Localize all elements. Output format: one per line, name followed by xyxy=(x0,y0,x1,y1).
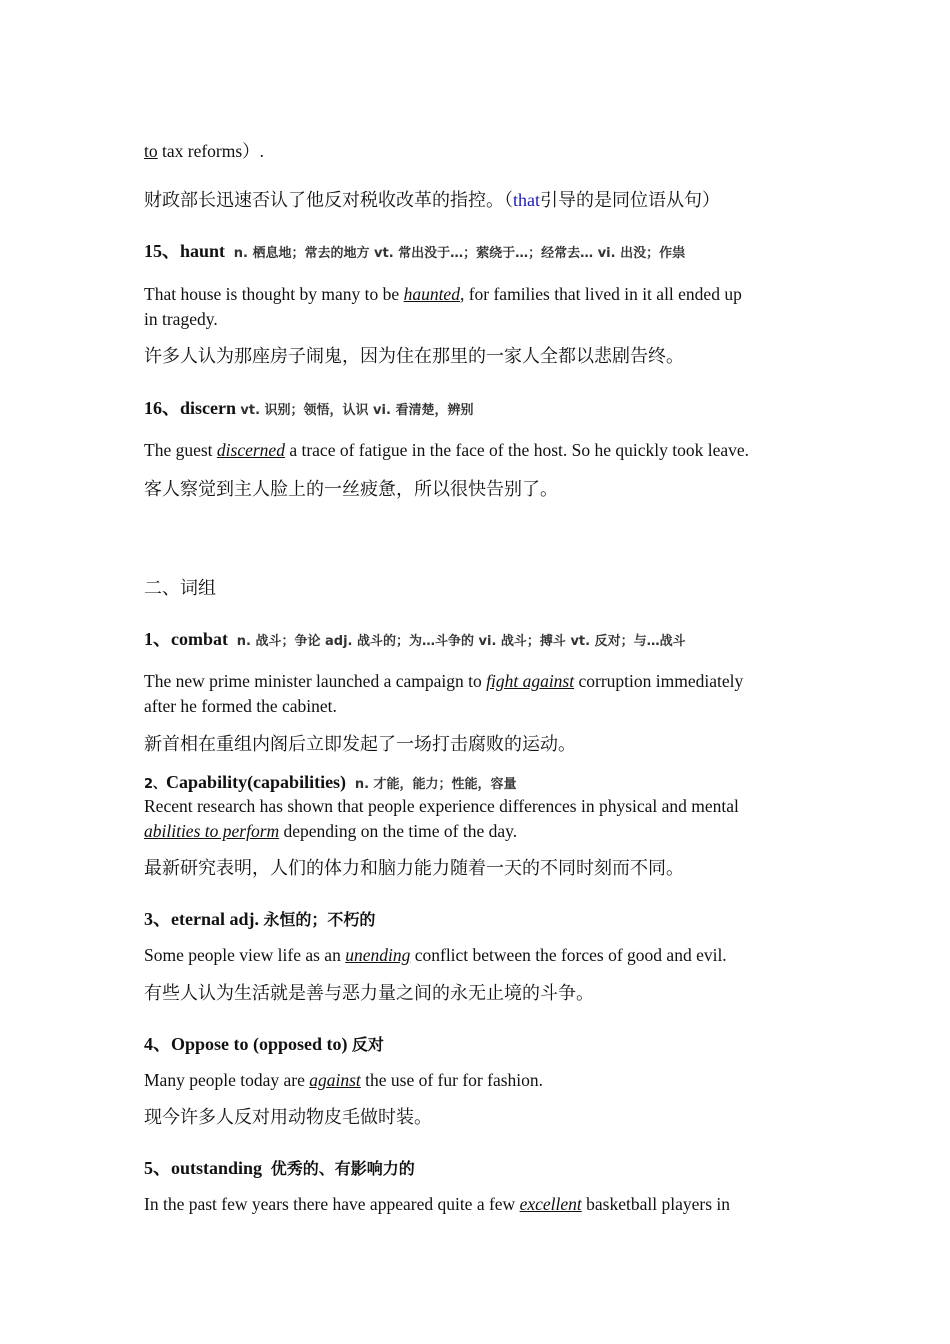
phrase-heading-4: 4、Oppose to (opposed to) 反对 xyxy=(144,1034,384,1054)
translation-line: 有些人认为生活就是善与恶力量之间的永无止境的斗争。 xyxy=(144,983,594,1004)
translation-line: 许多人认为那座房子闹鬼，因为住在那里的一家人全都以悲剧告终。 xyxy=(144,346,684,367)
key-word: unending xyxy=(345,945,411,965)
translation-line: 现今许多人反对用动物皮毛做时装。 xyxy=(144,1107,432,1128)
phrase-heading-2: 2、Capability(capabilities) n. 才能，能力；性能，容量 xyxy=(144,772,517,792)
phrase-heading-5: 5、outstanding 优秀的、有影响力的 xyxy=(144,1158,415,1178)
key-word: excellent xyxy=(519,1194,582,1214)
example-line: The guest discerned a trace of fatigue in the face of the host. So he quickly took leave. xyxy=(144,440,750,460)
section-title: 二、词组 xyxy=(144,578,216,599)
phrase-heading-1: 1、combat n. 战斗；争论 adj. 战斗的；为…斗争的 vi. 战斗；搏斗 vt. 反对；与…战斗 xyxy=(144,629,686,649)
example-line: The new prime minister launched a campaign to fight against corruption immediately xyxy=(144,671,744,691)
key-word: abilities to perform xyxy=(144,821,280,841)
example-line: In the past few years there have appeared quite a few excellent basketball players in xyxy=(144,1194,730,1214)
example-line: That house is thought by many to be haunted, for families that lived in it all ended up xyxy=(144,284,742,304)
phrase-heading-3: 3、eternal adj. 永恒的；不朽的 xyxy=(144,909,376,929)
underlined-word: to xyxy=(144,141,158,161)
vocab-heading-15: 15、haunt n. 栖息地；常去的地方 vt. 常出没于…；萦绕于…；经常去… vi. 出没；作祟 xyxy=(144,241,686,261)
key-word: haunted xyxy=(403,284,460,304)
text-line: to tax reforms）. xyxy=(144,141,265,161)
example-line: Some people view life as an unending conflict between the forces of good and evil. xyxy=(144,945,727,965)
vocab-heading-16: 16、discern vt. 识别；领悟，认识 vi. 看清楚，辨别 xyxy=(144,398,474,418)
example-line: Many people today are against the use of fur for fashion. xyxy=(144,1070,544,1090)
translation-line: 最新研究表明，人们的体力和脑力能力随着一天的不同时刻而不同。 xyxy=(144,858,684,879)
translation-line: 新首相在重组内阁后立即发起了一场打击腐败的运动。 xyxy=(144,734,576,755)
example-line: in tragedy. xyxy=(144,309,218,329)
translation-line: 财政部长迅速否认了他反对税收改革的指控。（that引导的是同位语从句） xyxy=(144,190,720,211)
example-line: abilities to perform depending on the time of the day. xyxy=(144,821,518,841)
key-word: against xyxy=(309,1070,361,1090)
example-line: after he formed the cabinet. xyxy=(144,696,337,716)
translation-line: 客人察觉到主人脸上的一丝疲惫，所以很快告别了。 xyxy=(144,479,558,500)
key-word: fight against xyxy=(486,671,575,691)
example-line: Recent research has shown that people experience differences in physical and mental xyxy=(144,796,739,816)
key-word: discerned xyxy=(216,440,285,460)
